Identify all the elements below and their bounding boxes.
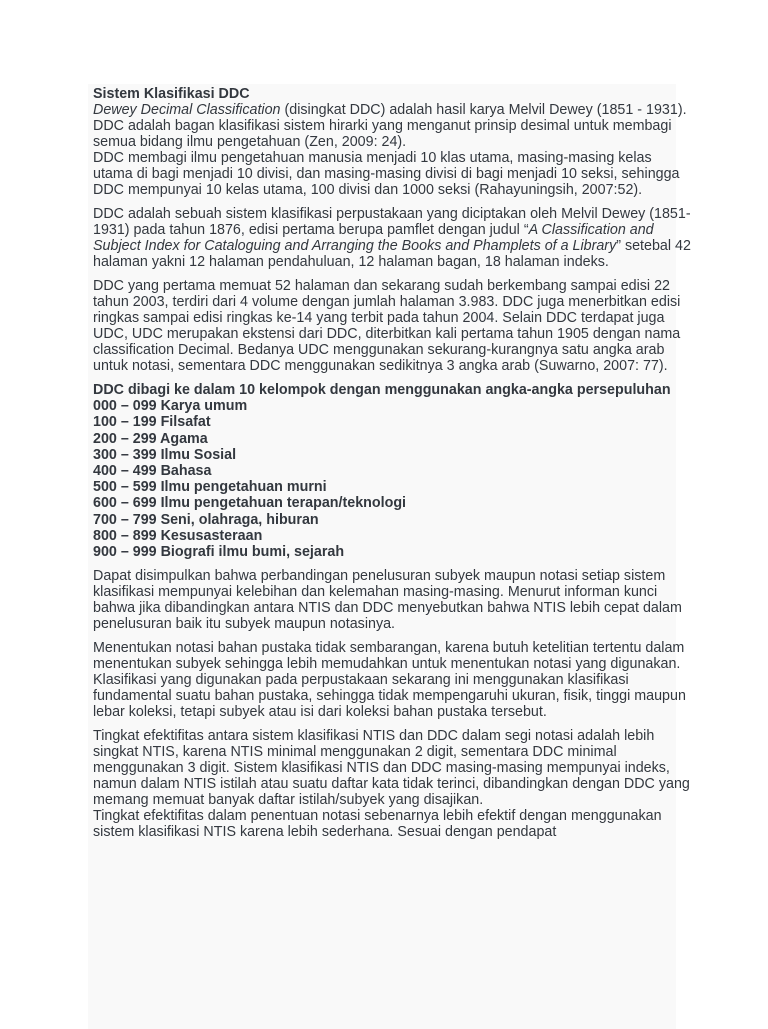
class-list-heading: DDC dibagi ke dalam 10 kelompok dengan menggunakan angka-angka persepuluhan: [93, 382, 671, 398]
document-body: [93, 86, 693, 848]
class-item: 300 – 399 Ilmu Sosial: [93, 446, 237, 463]
class-item: 700 – 799 Seni, olahraga, hiburan: [93, 511, 319, 528]
paragraph-structure: DDC membagi ilmu pengetahuan manusia menjadi 10 klas utama, masing-masing kelas utama di bagi menjadi 10 divisi, dan masing-masing divisi di bagi menjadi 10 seksi, sehingga DDC mempunyai 10 kelas utama, 100 divisi dan 1000 seksi (Rahayuningsih, 2007:52).: [93, 150, 680, 198]
history-text-end: ” setebal 42 halaman yakni 12 halaman pendahuluan, 12 halaman bagan, 18 halaman indeks.: [93, 238, 691, 270]
paragraph-notation: Menentukan notasi bahan pustaka tidak sembarangan, karena butuh ketelitian tertentu dalam menentukan subyek sehingga lebih memudahkan untuk menentukan notasi yang digunakan. Klasifikasi yang digunakan pada perpustakaan sekarang ini menggunakan klasifikasi fundamental suatu bahan pustaka, sehingga tidak mempengaruhi ukuran, fisik, tinggi maupun lebar koleksi, tetapi subyek atau isi dari koleksi bahan pustaka tersebut.: [93, 640, 686, 721]
paragraph-conclusion: Dapat disimpulkan bahwa perbandingan penelusuran subyek maupun notasi setiap sistem klasifikasi mempunyai kelebihan dan kelemahan masing-masing. Menurut informan kunci bahwa jika dibandingkan antara NTIS dan DDC menyebutkan bahwa NTIS lebih cepat dalam penelusuran baik itu subyek maupun notasinya.: [93, 568, 682, 633]
class-item: 500 – 599 Ilmu pengetahuan murni: [93, 479, 327, 496]
class-list: [93, 382, 693, 560]
class-item: 100 – 199 Filsafat: [93, 414, 211, 431]
ddc-full-name: Dewey Decimal Classification: [93, 102, 281, 118]
paragraph-intro-text: (disingkat DDC) adalah hasil karya Melvil Dewey (1851 - 1931). DDC adalah bagan klasifikasi sistem hirarki yang menganut prinsip desimal untuk membagi semua bidang ilmu pengetahuan (Zen, 2009: 24).: [93, 102, 687, 150]
class-item: 400 – 499 Bahasa: [93, 463, 212, 480]
effectiveness-text: Tingkat efektifitas antara sistem klasifikasi NTIS dan DDC dalam segi notasi adalah lebih singkat NTIS, karena NTIS minimal menggunakan 2 digit, sementara DDC minimal menggunakan 3 digit. Sistem klasifikasi NTIS dan DDC masing-masing mempunyai indeks, namun dalam NTIS istilah atau suatu daftar kata tidak terinci, dibandingkan dengan DDC yang memang memuat banyak daftar istilah/subyek yang disajikan.: [93, 728, 690, 809]
paragraph-effectiveness: [93, 728, 693, 840]
class-item: 800 – 899 Kesusasteraan: [93, 527, 263, 544]
paragraph-editions: DDC yang pertama memuat 52 halaman dan sekarang sudah berkembang sampai edisi 22 tahun 2003, terdiri dari 4 volume dengan jumlah halaman 3.983. DDC juga menerbitkan edisi ringkas sampai edisi ringkas ke-14 yang terbit pada tahun 2004. Selain DDC terdapat juga UDC, UDC merupakan ekstensi dari DDC, diterbitkan kali pertama tahun 1905 dengan nama classification Decimal. Bedanya UDC menggunakan sekurang-kurangnya satu angka arab untuk notasi, sementara DDC menggunakan sedikitnya 3 angka arab (Suwarno, 2007: 77).: [93, 278, 681, 374]
paragraph-intro: [93, 102, 693, 198]
pamphlet-title: A Classification and Subject Index for Cataloguing and Arranging the Books and Phamplets of a Library: [93, 222, 654, 254]
paragraph-history: [93, 206, 693, 270]
effectiveness-text-cont: Tingkat efektifitas dalam penentuan notasi sebenarnya lebih efektif dengan menggunakan sistem klasifikasi NTIS karena lebih sederhana. Sesuai dengan pendapat: [93, 808, 662, 841]
class-item: 900 – 999 Biografi ilmu bumi, sejarah: [93, 544, 345, 561]
document-title: Sistem Klasifikasi DDC: [93, 86, 250, 102]
history-text-start: DDC adalah sebuah sistem klasifikasi perpustakaan yang diciptakan oleh Melvil Dewey (1851-1931) pada tahun 1876, edisi pertama berupa pamflet dengan judul “: [93, 206, 691, 238]
class-item: 200 – 299 Agama: [93, 430, 208, 447]
class-item: 000 – 099 Karya umum: [93, 398, 248, 415]
class-item: 600 – 699 Ilmu pengetahuan terapan/teknologi: [93, 495, 407, 512]
